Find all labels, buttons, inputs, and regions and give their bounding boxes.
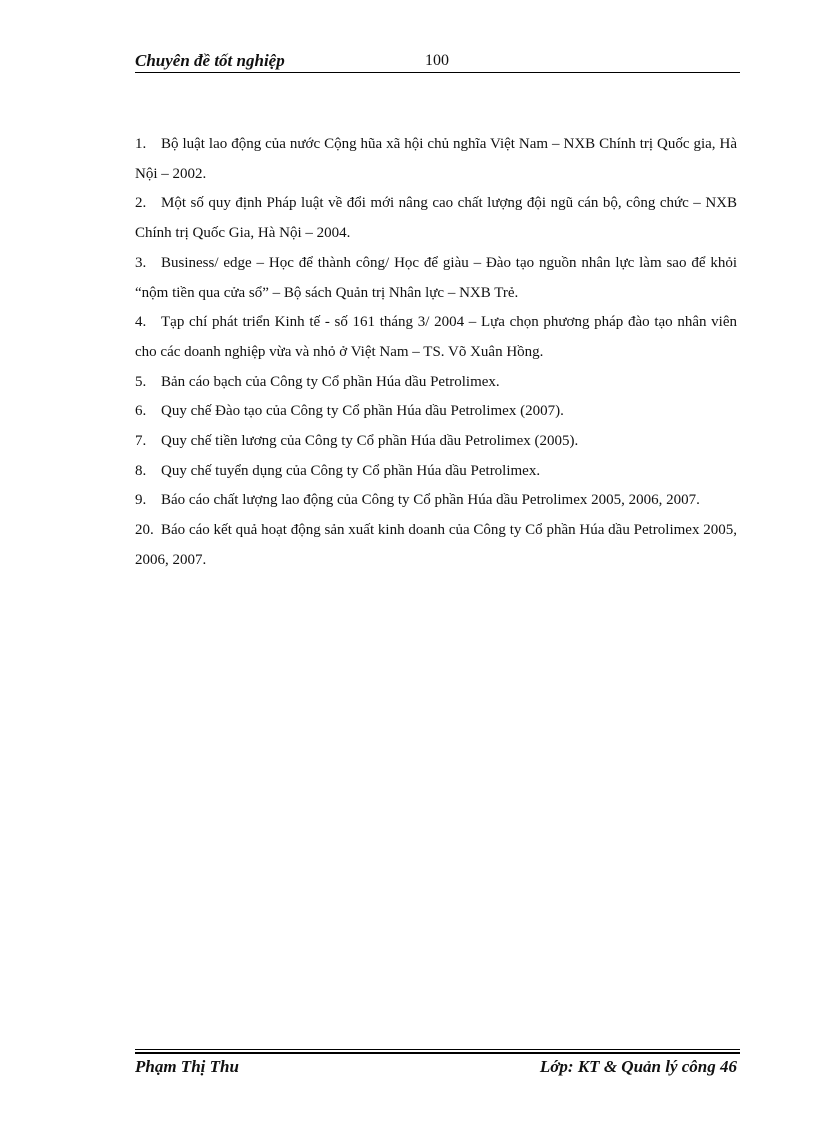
reference-number: 6.: [135, 403, 147, 420]
page-number: 100: [425, 52, 449, 69]
header-divider: [135, 72, 740, 73]
reference-text: Business/ edge – Học để thành công/ Học để giàu – Đào tạo nguồn nhân lực làm sao để khỏi “nộm tiền qua cửa sổ” – Bộ sách Quản trị Nhân lực – NXB Trẻ.: [135, 254, 737, 301]
reference-number: 9.: [135, 492, 147, 509]
reference-item: [135, 130, 737, 189]
page-header: [135, 50, 740, 72]
reference-text: Một số quy định Pháp luật về đổi mới nâng cao chất lượng đội ngũ cán bộ, công chức – NXB Chính trị Quốc Gia, Hà Nội – 2004.: [135, 195, 737, 242]
reference-number: 4.: [135, 314, 147, 331]
reference-item: [135, 486, 737, 516]
header-title: Chuyên đề tốt nghiệp: [135, 51, 285, 70]
footer-divider-thin: [135, 1049, 740, 1050]
reference-item: [135, 368, 737, 398]
reference-item: [135, 308, 737, 367]
reference-number: 7.: [135, 433, 147, 450]
reference-item: [135, 189, 737, 248]
reference-number: 2.: [135, 195, 147, 212]
reference-number: 1.: [135, 136, 147, 152]
reference-number: 3.: [135, 254, 147, 271]
reference-number: 20.: [135, 522, 154, 539]
footer-divider-thick: [135, 1052, 740, 1054]
reference-text: Báo cáo kết quả hoạt động sản xuất kinh doanh của Công ty Cổ phần Húa dầu Petrolimex 2005, 2006, 2007.: [135, 522, 737, 568]
reference-text: Bản cáo bạch của Công ty Cổ phần Húa dầu Petrolimex.: [161, 373, 500, 390]
reference-item: [135, 516, 737, 575]
reference-item: [135, 249, 737, 308]
reference-text: Bộ luật lao động của nước Cộng hũa xã hội chủ nghĩa Việt Nam – NXB Chính trị Quốc gia, Hà Nội – 2002.: [135, 136, 737, 182]
reference-item: [135, 397, 737, 427]
reference-list: [135, 130, 737, 576]
reference-text: Báo cáo chất lượng lao động của Công ty Cổ phần Húa dầu Petrolimex 2005, 2006, 2007.: [161, 492, 700, 509]
reference-text: Quy chế Đào tạo của Công ty Cổ phần Húa dầu Petrolimex (2007).: [161, 403, 564, 420]
footer-author: Phạm Thị Thu: [135, 1057, 239, 1076]
reference-item: [135, 427, 737, 457]
reference-number: 5.: [135, 373, 147, 390]
reference-text: Quy chế tiền lương của Công ty Cổ phần Húa dầu Petrolimex (2005).: [161, 433, 579, 450]
footer-class: Lớp: KT & Quản lý công 46: [539, 1057, 737, 1076]
reference-number: 8.: [135, 462, 147, 479]
reference-text: Quy chế tuyển dụng của Công ty Cổ phần Húa dầu Petrolimex.: [161, 462, 541, 479]
reference-item: [135, 457, 737, 487]
page-footer: [135, 1056, 740, 1078]
reference-text: Tạp chí phát triển Kinh tế - số 161 tháng 3/ 2004 – Lựa chọn phương pháp đào tạo nhân viên cho các doanh nghiệp vừa và nhỏ ở Việt Nam – TS. Võ Xuân Hồng.: [135, 314, 737, 360]
